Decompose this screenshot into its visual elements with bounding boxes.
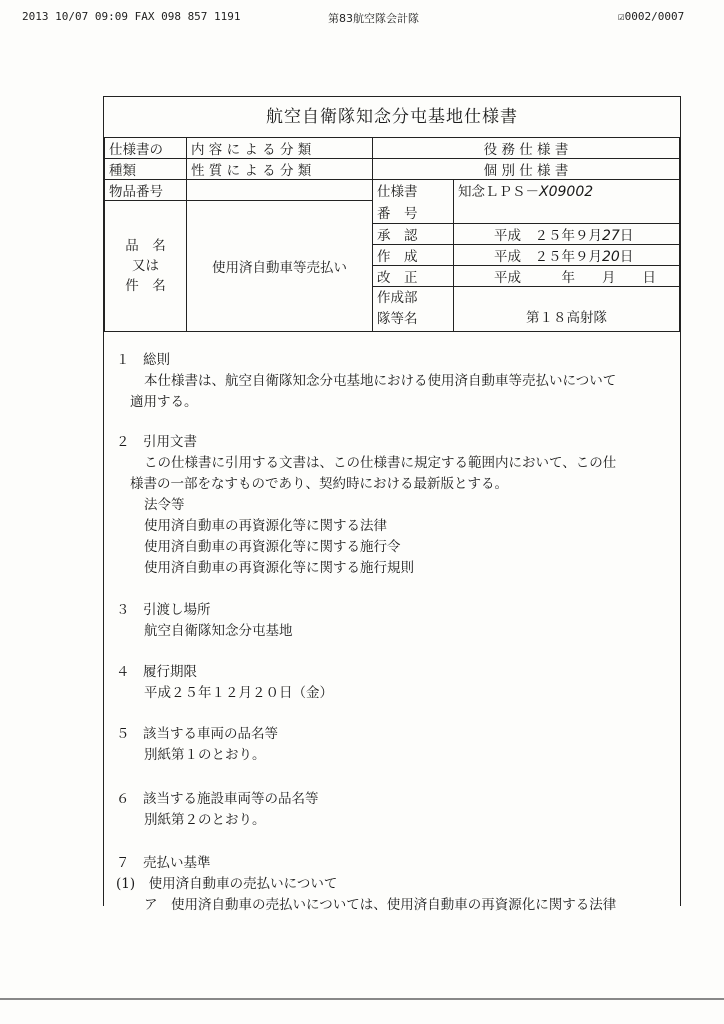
section-facility-vehicles: ６ 該当する施設車両等の品名等 別紙第２のとおり。	[116, 791, 319, 828]
item-name-label: 品 名 又は 件 名	[105, 201, 187, 332]
document-title: 航空自衛隊知念分屯基地仕様書	[104, 97, 680, 138]
section-general: １ 総則 本仕様書は、航空自衛隊知念分屯基地における使用済自動車等売払いについて 適用する。	[116, 352, 617, 410]
created-label: 作 成	[373, 244, 454, 265]
item-name-value: 使用済自動車等売払い	[187, 201, 373, 332]
revised-label: 改 正	[373, 265, 454, 286]
section-vehicles: ５ 該当する車両の品名等 別紙第１のとおり。	[116, 726, 278, 763]
page-bottom-rule	[0, 998, 724, 1000]
spec-type-label: 仕様書の	[105, 138, 187, 159]
approval-label: 承 認	[373, 223, 454, 244]
spec-number-value: 知念ＬＰＳ－X09002	[454, 180, 680, 201]
unit-label: 作成部 隊等名	[373, 286, 454, 331]
spec-type-label-2: 種類	[105, 159, 187, 180]
section-delivery-place: ３ 引渡し場所 航空自衛隊知念分屯基地	[116, 602, 293, 639]
item-number-label: 物品番号	[105, 180, 187, 201]
by-content-value: 役 務 仕 様 書	[373, 138, 680, 159]
by-content-label: 内 容 に よ る 分 類	[187, 138, 373, 159]
spec-number-label-2: 番 号	[373, 201, 454, 224]
spec-number-label: 仕様書	[373, 180, 454, 201]
document-frame	[103, 96, 681, 913]
section-sale-criteria: ７ 売払い基準 (1) 使用済自動車の売払いについて ア 使用済自動車の売払いについては、使用済自動車の再資源化に関する法律	[116, 855, 617, 913]
spec-number-handwritten: X09002	[539, 184, 594, 201]
approval-date: 平成 ２５年９月27日	[454, 223, 680, 244]
item-number-value	[187, 180, 373, 201]
by-nature-value: 個 別 仕 様 書	[373, 159, 680, 180]
spec-header-table	[104, 137, 680, 332]
fax-header-page: ☑0002/0007	[618, 10, 685, 23]
created-date: 平成 ２５年９月20日	[454, 244, 680, 265]
unit-value: 第１８高射隊	[454, 286, 680, 331]
section-references: ２ 引用文書 この仕様書に引用する文書は、この仕様書に規定する範囲内において、この仕 様書の一部をなすものであり、契約時における最新版とする。 法令等 使用済自動車の再資源化等に関する法律 使用済自動車の再資源化等に関する施行令 使用済自動車の再資源化等に関する施行規則	[116, 434, 617, 576]
fax-header-left: 2013 10/07 09:09 FAX 098 857 1191	[22, 10, 241, 23]
fax-header-center: 第83航空隊会計隊	[328, 12, 419, 25]
revised-date: 平成 年 月 日	[454, 265, 680, 286]
section-deadline: ４ 履行期限 平成２５年１２月２０日（金）	[116, 664, 333, 701]
by-nature-label: 性 質 に よ る 分 類	[187, 159, 373, 180]
